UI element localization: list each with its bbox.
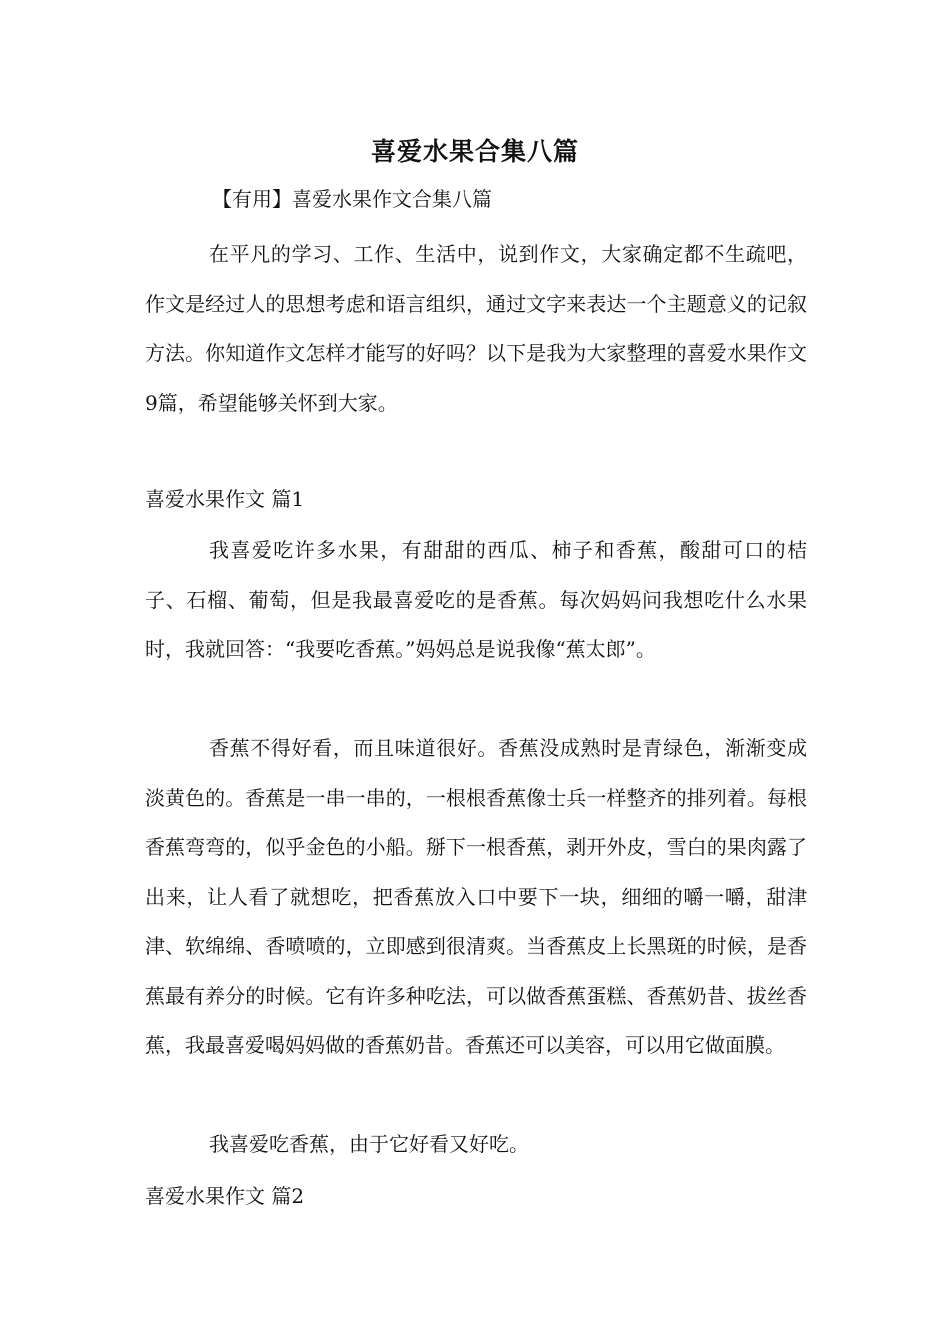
document-title: 喜爱水果合集八篇 [370, 137, 579, 166]
intro-paragraph: 在平凡的学习、工作、生活中，说到作文，大家确定都不生疏吧，作文是经过人的思想考虑和语言组织，通过文字来表达一个主题意义的记叙方法。你知道作文怎样才能写的好吗？以下是我为大家整理的喜爱水果作文9篇，希望能够关怀到大家。 [145, 242, 807, 415]
section-heading: 喜爱水果作文 篇1 [145, 487, 305, 511]
section-paragraph: 我喜爱吃许多水果，有甜甜的西瓜、柿子和香蕉，酸甜可口的桔子、石榴、葡萄，但是我最喜爱吃的是香蕉。每次妈妈问我想吃什么水果时，我就回答：“我要吃香蕉。”妈妈总是说我像“蕉太郎”。 [145, 538, 807, 661]
section-paragraph: 香蕉不得好看，而且味道很好。香蕉没成熟时是青绿色，渐渐变成淡黄色的。香蕉是一串一串的，一根根香蕉像士兵一样整齐的排列着。每根香蕉弯弯的，似乎金色的小船。掰下一根香蕉，剥开外皮，雪白的果肉露了出来，让人看了就想吃，把香蕉放入口中要下一块，细细的嚼一嚼，甜津津、软绵绵、香喷喷的，立即感到很清爽。当香蕉皮上长黑斑的时候，是香蕉最有养分的时候。它有许多种吃法，可以做香蕉蛋糕、香蕉奶昔、拔丝香蕉，我最喜爱喝妈妈做的香蕉奶昔。香蕉还可以美容，可以用它做面膜。 [145, 736, 807, 1057]
section-heading: 喜爱水果作文 篇2 [145, 1184, 305, 1208]
section-paragraph: 我喜爱吃香蕉，由于它好看又好吃。 [209, 1132, 529, 1156]
document-subtitle: 【有用】喜爱水果作文合集八篇 [212, 187, 492, 211]
